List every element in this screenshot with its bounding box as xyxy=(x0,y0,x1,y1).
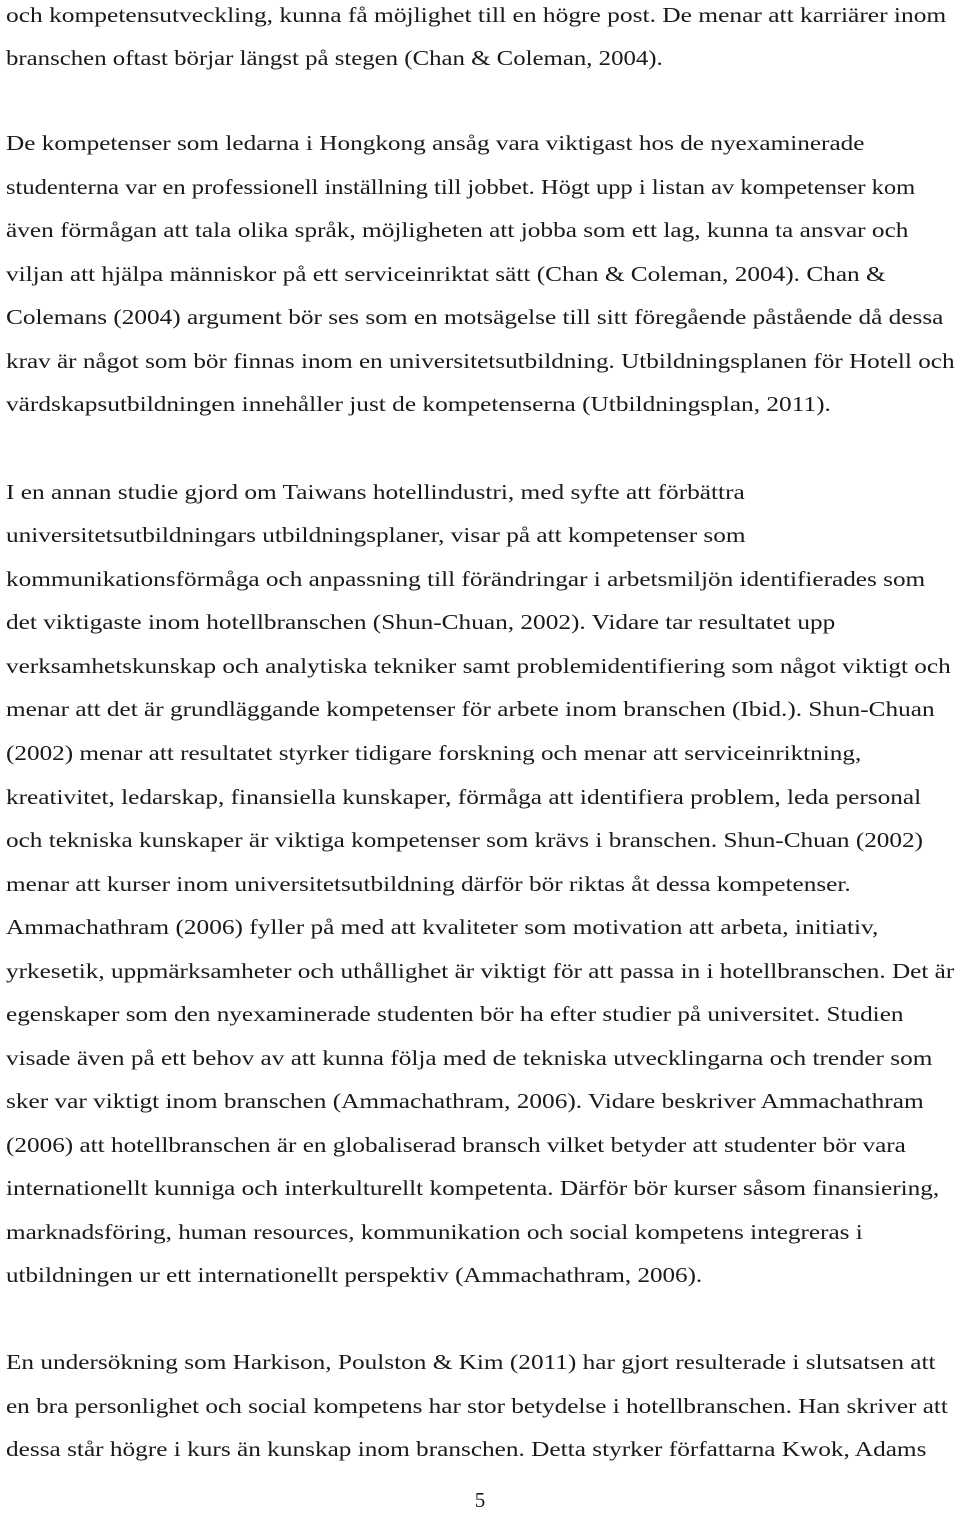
text-line: En undersökning som Harkison, Poulston & Kim (2011) har gjort resulterade i slutsatsen att xyxy=(6,1350,936,1374)
text-line: utbildningen ur ett internationellt perspektiv (Ammachathram, 2006). xyxy=(6,1263,703,1287)
text-line: och kompetensutveckling, kunna få möjlighet till en högre post. De menar att karriärer inom xyxy=(6,3,947,27)
text-line: (2002) menar att resultatet styrker tidigare forskning och menar att serviceinriktning, xyxy=(6,741,862,765)
text-line: det viktigaste inom hotellbranschen (Shun-Chuan, 2002). Vidare tar resultatet upp xyxy=(6,610,836,634)
text-line: I en annan studie gjord om Taiwans hotellindustri, med syfte att förbättra xyxy=(6,480,745,504)
text-line: Colemans (2004) argument bör ses som en motsägelse till sitt föregående påstående då dessa xyxy=(6,305,944,329)
text-line: menar att det är grundläggande kompetenser för arbete inom branschen (Ibid.). Shun-Chuan xyxy=(6,697,935,721)
text-line: viljan att hjälpa människor på ett serviceinriktat sätt (Chan & Coleman, 2004). Chan & xyxy=(6,262,886,286)
text-line: sker var viktigt inom branschen (Ammachathram, 2006). Vidare beskriver Ammachathram xyxy=(6,1089,924,1113)
text-line: dessa står högre i kurs än kunskap inom branschen. Detta styrker författarna Kwok, Adams xyxy=(6,1437,927,1461)
text-line: branschen oftast börjar längst på stegen (Chan & Coleman, 2004). xyxy=(6,46,663,70)
text-line: och tekniska kunskaper är viktiga kompetenser som krävs i branschen. Shun-Chuan (2002) xyxy=(6,828,924,852)
text-line: Ammachathram (2006) fyller på med att kvaliteter som motivation att arbeta, initiativ, xyxy=(6,915,879,939)
text-line: krav är något som bör finnas inom en universitetsutbildning. Utbildningsplanen för Hotell och xyxy=(6,349,955,373)
text-line: visade även på ett behov av att kunna följa med de tekniska utvecklingarna och trender som xyxy=(6,1046,933,1070)
text-line: marknadsföring, human resources, kommunikation och social kompetens integreras i xyxy=(6,1220,863,1244)
text-line: studenterna var en professionell inställning till jobbet. Högt upp i listan av kompetenser kom xyxy=(6,175,916,199)
text-line: internationellt kunniga och interkulturellt kompetenta. Därför bör kurser såsom finansiering, xyxy=(6,1176,940,1200)
text-line: kreativitet, ledarskap, finansiella kunskaper, förmåga att identifiera problem, leda personal xyxy=(6,785,922,809)
text-line: en bra personlighet och social kompetens har stor betydelse i hotellbranschen. Han skriver att xyxy=(6,1394,948,1418)
text-line: yrkesetik, uppmärksamheter och uthållighet är viktigt för att passa in i hotellbranschen. Det är xyxy=(6,959,955,983)
text-line: verksamhetskunskap och analytiska tekniker samt problemidentifiering som något viktigt och xyxy=(6,654,951,678)
text-line: (2006) att hotellbranschen är en globaliserad bransch vilket betyder att studenter bör vara xyxy=(6,1133,906,1157)
text-line: menar att kurser inom universitetsutbildning därför bör riktas åt dessa kompetenser. xyxy=(6,872,851,896)
text-line: universitetsutbildningars utbildningsplaner, visar på att kompetenser som xyxy=(6,523,746,547)
text-line: egenskaper som den nyexaminerade studenten bör ha efter studier på universitet. Studien xyxy=(6,1002,904,1026)
page-number: 5 xyxy=(474,1488,486,1512)
text-line: kommunikationsförmåga och anpassning till förändringar i arbetsmiljön identifierades som xyxy=(6,567,926,591)
text-line: värdskapsutbildningen innehåller just de kompetenserna (Utbildningsplan, 2011). xyxy=(6,392,831,416)
text-line: De kompetenser som ledarna i Hongkong ansåg vara viktigast hos de nyexaminerade xyxy=(6,131,865,155)
text-line: även förmågan att tala olika språk, möjligheten att jobba som ett lag, kunna ta ansvar och xyxy=(6,218,909,242)
